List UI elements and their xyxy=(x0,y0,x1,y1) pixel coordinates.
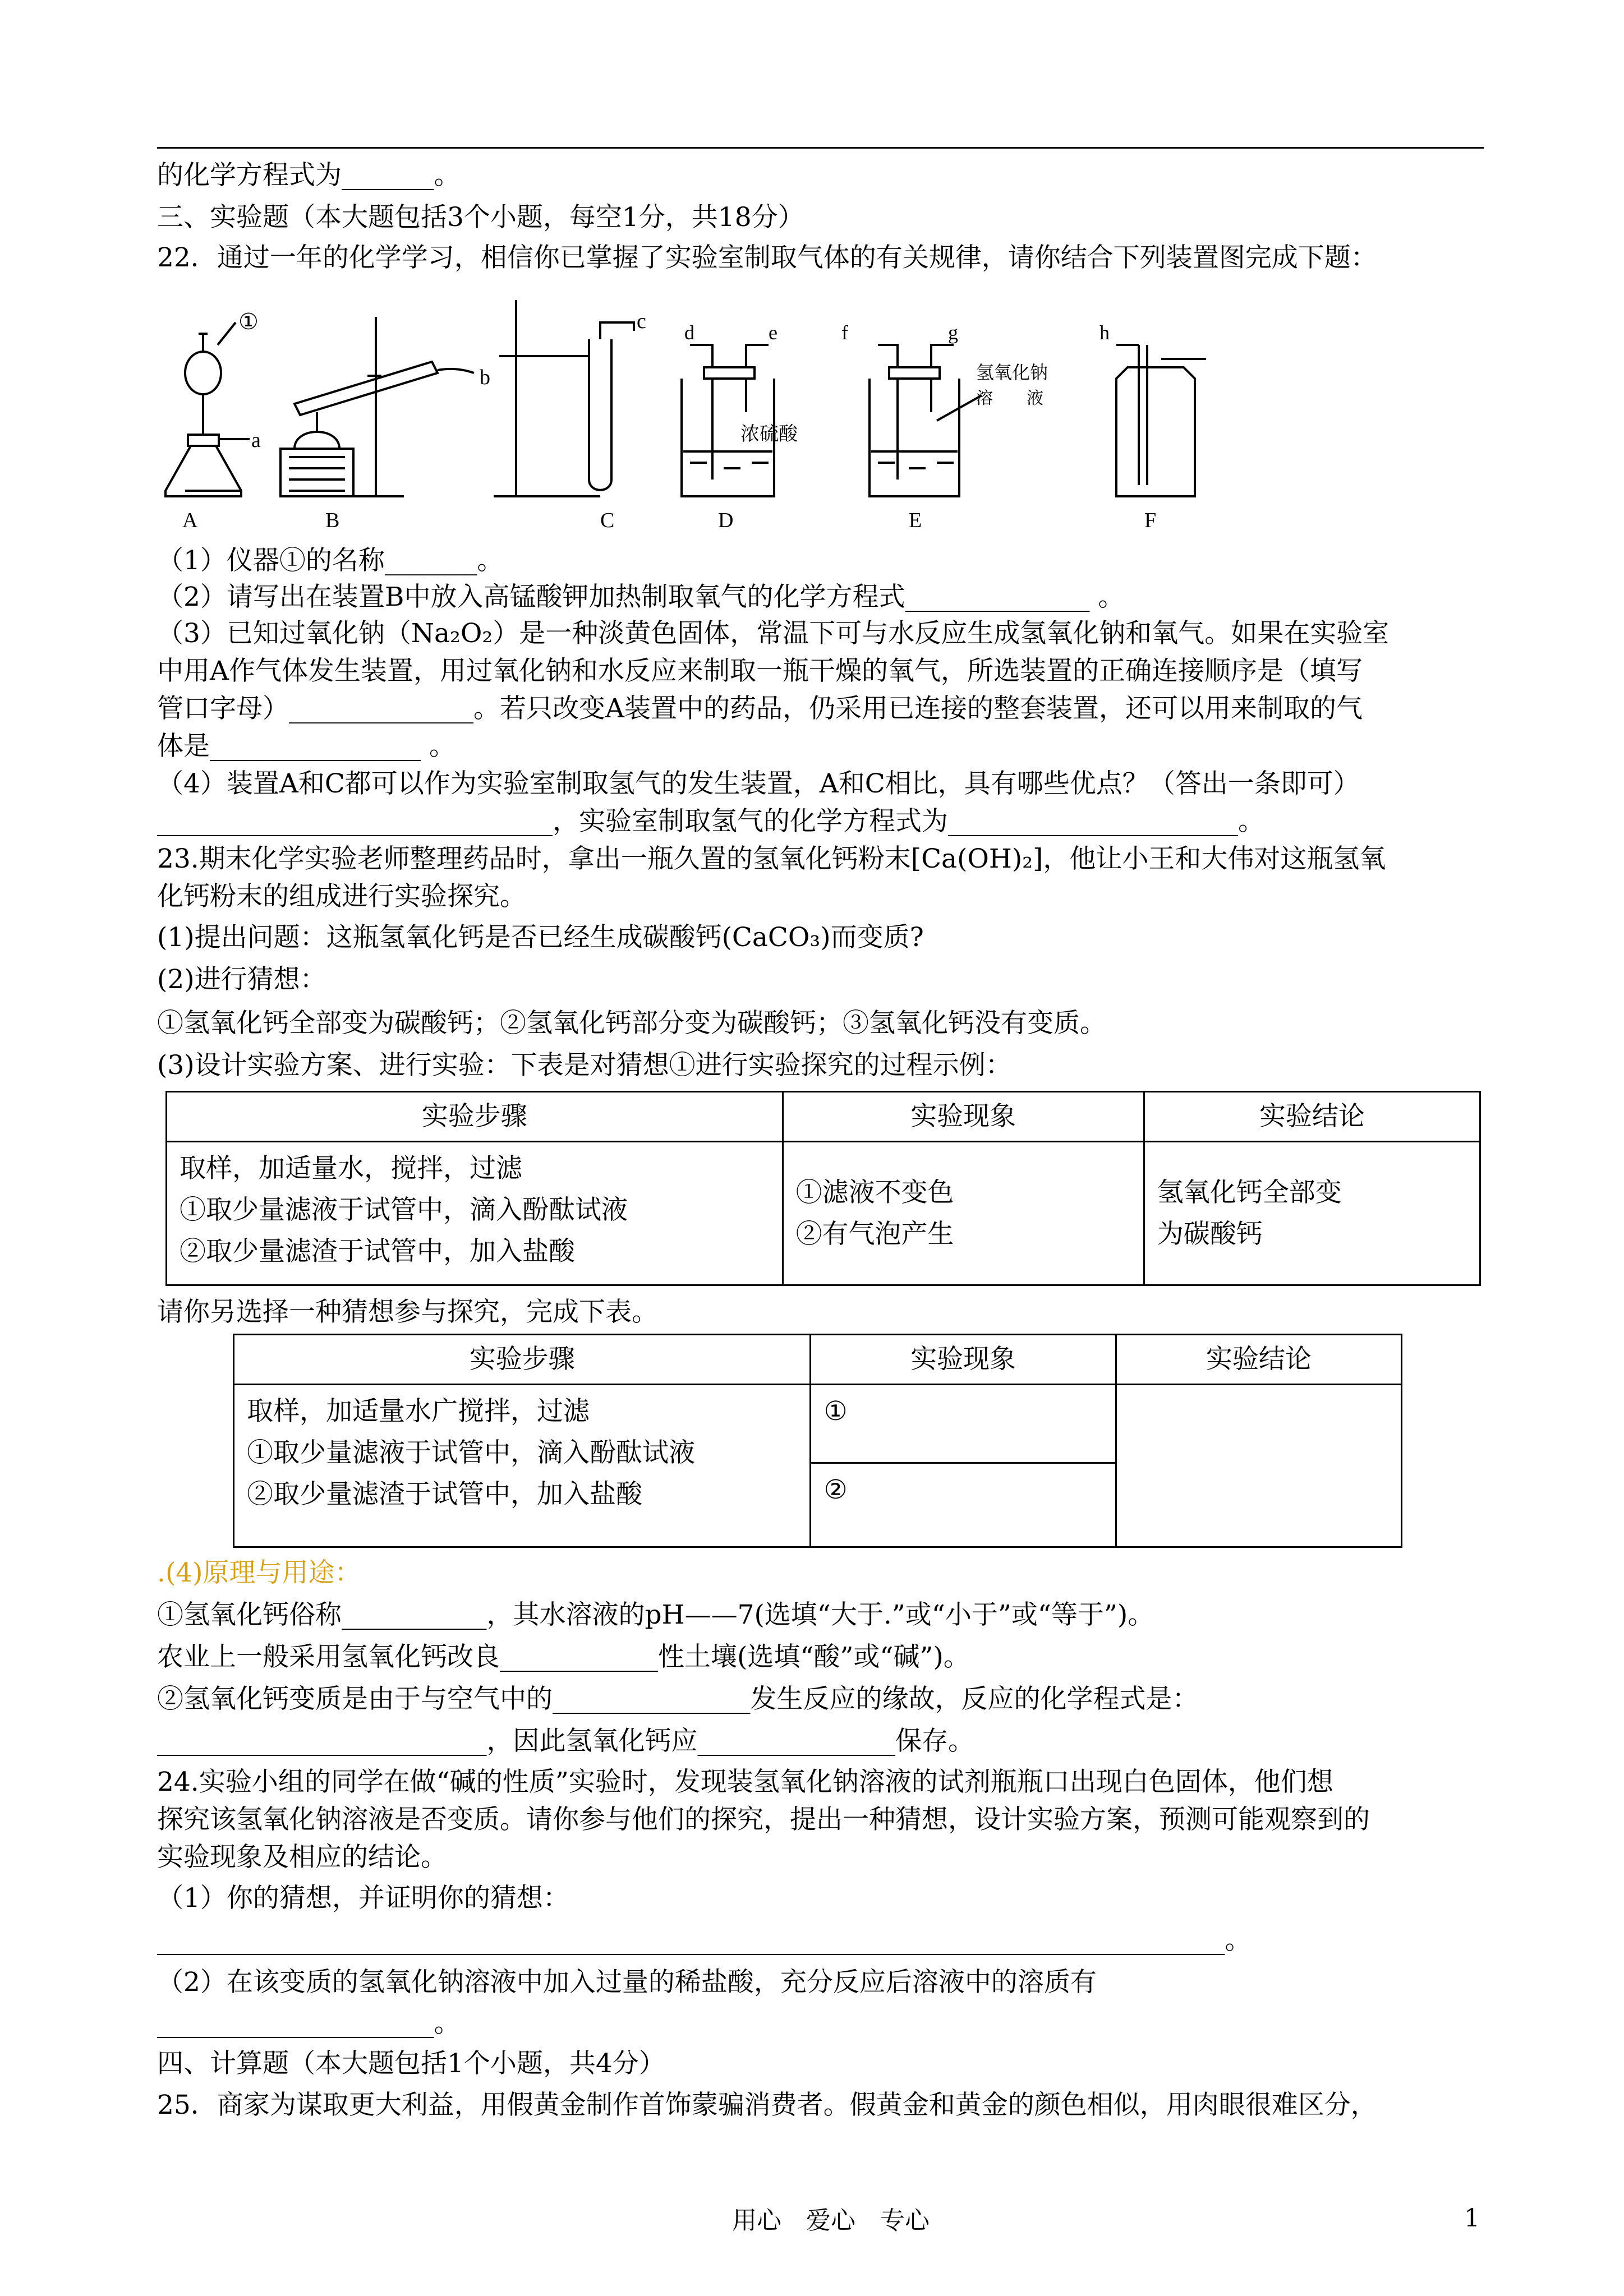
text-line: (3)设计实验方案、进行实验：下表是对猜想①进行实验探究的过程示例： xyxy=(157,1050,1012,1081)
apparatus-d xyxy=(682,321,798,496)
example-table xyxy=(165,1091,1481,1286)
table-cell-steps xyxy=(167,1142,783,1285)
label-f: F xyxy=(1144,509,1157,532)
table-header: 实验步骤 xyxy=(167,1092,783,1142)
table-header: 实验结论 xyxy=(1144,1092,1480,1142)
question-22: 22．通过一年的化学学习，相信你已掌握了实验室制取气体的有关规律，请你结合下列装置图完成下题： xyxy=(157,242,1377,273)
text-line: 化钙粉末的组成进行实验探究。 xyxy=(157,881,526,912)
question-22-3: （3）已知过氧化钠（Na₂O₂）是一种淡黄色固体，常温下可与水反应生成氢氧化钠和氧气。如果在实验室 xyxy=(157,618,1390,649)
step-line: ①取少量滤液于试管中，滴入酚酞试液 xyxy=(180,1195,628,1225)
section-heading: 四、计算题（本大题包括1个小题，共4分） xyxy=(157,2048,665,2079)
answer-blank-phenomenon-1[interactable]: ① xyxy=(811,1385,1116,1463)
label-b: B xyxy=(325,509,340,532)
answer-blank-phenomenon-2[interactable]: ② xyxy=(811,1463,1116,1547)
phenomenon-line: ①滤液不变色 xyxy=(795,1177,954,1208)
text-line: 农业上一般采用氢氧化钙改良____________性土壤(选填“酸”或“碱”)。 xyxy=(157,1642,970,1672)
question-22-4: （4）装置A和C都可以作为实验室制取氢气的发生装置，A和C相比，具有哪些优点？（答出一条即可） xyxy=(157,768,1360,799)
apparatus-a xyxy=(165,309,261,496)
question-25: 25．商家为谋取更大利益，用假黄金制作首饰蒙骗消费者。假黄金和黄金的颜色相似，用肉眼很难区分， xyxy=(157,2090,1377,2120)
table-header: 实验现象 xyxy=(783,1092,1144,1142)
question-23: 23.期末化学实验老师整理药品时，拿出一瓶久置的氢氧化钙粉末[Ca(OH)₂]，他让小王和大伟对这瓶氢氧 xyxy=(157,843,1386,874)
reagent-label-e1: 氢氧化钠 xyxy=(976,362,1048,382)
apparatus-b xyxy=(280,317,490,496)
port-d: d xyxy=(684,321,694,344)
text-line: _________________________，因此氢氧化钙应_______________保存。 xyxy=(157,1726,974,1756)
text-line: 的化学方程式为_______。 xyxy=(157,160,461,191)
step-line: 取样，加适量水，搅拌，过滤 xyxy=(180,1153,522,1184)
apparatus-c xyxy=(494,300,646,496)
text-line: ①氢氧化钙俗称___________，其水溶液的pH——7(选填“大于.”或“小于”或“等于”)。 xyxy=(157,1599,1154,1630)
conclusion-line: 氢氧化钙全部变 xyxy=(1157,1177,1342,1208)
text-line: (1)提出问题：这瓶氢氧化钙是否已经生成碳酸钙(CaCO₃)而变质? xyxy=(157,922,924,953)
reagent-label-e2: 溶 液 xyxy=(976,389,1043,408)
question-24-1: （1）你的猜想，并证明你的猜想： xyxy=(157,1883,569,1914)
port-g: g xyxy=(948,321,958,344)
text-line: 体是________________ 。 xyxy=(157,731,456,762)
apparatus-f xyxy=(1099,321,1206,496)
answer-blank-conclusion[interactable] xyxy=(1116,1385,1401,1547)
label-e: E xyxy=(909,509,922,532)
table-cell-steps xyxy=(234,1385,811,1547)
phenomenon-line: ②有气泡产生 xyxy=(795,1218,954,1250)
step-line: ②取少量滤渣于试管中，加入盐酸 xyxy=(180,1236,575,1267)
text-line: ②氢氧化钙变质是由于与空气中的_______________发生反应的缘故，反应的化学程式是： xyxy=(157,1684,1199,1714)
port-b: b xyxy=(480,366,490,389)
port-c: c xyxy=(637,310,646,333)
callout-1: ① xyxy=(238,309,259,334)
table-header: 实验现象 xyxy=(811,1335,1116,1385)
text-line: 请你另选择一种猜想参与探究，完成下表。 xyxy=(157,1297,658,1327)
answer-table xyxy=(233,1334,1402,1548)
header-rule xyxy=(157,147,1484,149)
step-line: ①取少量滤液于试管中，滴入酚酞试液 xyxy=(247,1437,695,1468)
page-footer: 用心 爱心 专心 xyxy=(732,2206,930,2235)
question-22-1: （1）仪器①的名称_______。 xyxy=(157,545,504,576)
answer-blank: _____________________。 xyxy=(157,2008,461,2039)
text-line: ______________________________，实验室制取氢气的化学方程式为______________________。 xyxy=(157,806,1264,837)
table-header: 实验步骤 xyxy=(234,1335,811,1385)
section-heading: 三、实验题（本大题包括3个小题，每空1分，共18分） xyxy=(157,202,804,233)
page-number: 1 xyxy=(1464,2204,1480,2233)
text-line: (2)进行猜想： xyxy=(157,964,326,995)
port-a: a xyxy=(251,428,261,452)
text-line: 探究该氢氧化钠溶液是否变质。请你参与他们的探究，提出一种猜想，设计实验方案，预测可能观察到的 xyxy=(157,1804,1370,1835)
label-a: A xyxy=(182,509,198,532)
text-line: 管口字母）______________。若只改变A装置中的药品，仍采用已连接的整套装置，还可以用来制取的气 xyxy=(157,693,1363,724)
conclusion-line: 为碳酸钙 xyxy=(1157,1218,1263,1250)
port-e: e xyxy=(769,321,778,344)
step-line: 取样，加适量水广搅拌，过滤 xyxy=(247,1396,590,1427)
question-22-2: （2）请写出在装置B中放入高锰酸钾加热制取氧气的化学方程式______________ 。 xyxy=(157,582,1125,612)
port-h: h xyxy=(1099,321,1110,344)
table-cell-phenomena xyxy=(783,1142,1144,1285)
text-line: ①氢氧化钙全部变为碳酸钙；②氢氧化钙部分变为碳酸钙；③氢氧化钙没有变质。 xyxy=(157,1008,1106,1039)
table-cell-conclusion xyxy=(1144,1142,1480,1285)
text-line: .(4)原理与用途： xyxy=(157,1557,361,1588)
apparatus-e xyxy=(841,321,1048,496)
question-24: 24.实验小组的同学在做“碱的性质”实验时，发现装氢氧化钠溶液的试剂瓶瓶口出现白色固体，他们想 xyxy=(157,1767,1333,1797)
port-f: f xyxy=(841,321,848,344)
answer-blank: _________________________________________________________________________________。 xyxy=(157,1925,1252,1956)
text-line: 实验现象及相应的结论。 xyxy=(157,1842,447,1873)
question-24-2: （2）在该变质的氢氧化钠溶液中加入过量的稀盐酸，充分反应后溶液中的溶质有 xyxy=(157,1967,1097,1998)
label-c: C xyxy=(600,509,615,532)
apparatus-figure xyxy=(151,300,1217,536)
step-line: ②取少量滤渣于试管中，加入盐酸 xyxy=(247,1479,642,1510)
table-header: 实验结论 xyxy=(1116,1335,1401,1385)
text-line: 中用A作气体发生装置，用过氧化钠和水反应来制取一瓶干燥的氧气，所选装置的正确连接顺序是（填写 xyxy=(157,656,1363,686)
label-d: D xyxy=(718,509,734,532)
reagent-label-d: 浓硫酸 xyxy=(740,424,798,445)
